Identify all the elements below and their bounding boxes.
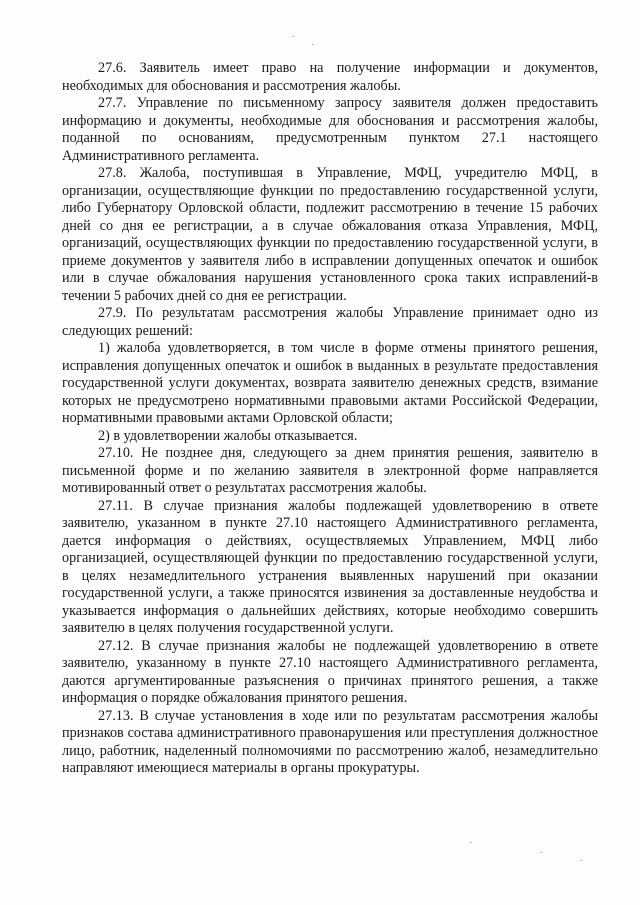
document-body xyxy=(62,60,598,778)
paragraph-27-8: 27.8. Жалоба, поступившая в Управление, МФЦ, учредителю МФЦ, в организации, осуществляющие функции по предоставлению государственной услуги, либо Губернатору Орловской области, подлежит рассмотрению в течение 15 рабочих дней со дня ее регистрации, а в случае обжалования отказа Управления, МФЦ, организаций, осуществляющих функции по предоставлению государственной услуги, в приеме документов у заявителя либо в исправлении допущенных опечаток и ошибок или в случае обжалования нарушения установленного срока таких исправлений-в течении 5 рабочих дней со дня ее регистрации. xyxy=(62,165,598,304)
scan-speck xyxy=(470,842,472,843)
paragraph-27-7: 27.7. Управление по письменному запросу заявителя должен предоставить информацию и документы, необходимые для обоснования и рассмотрения жалобы, поданной по основаниям, предусмотренным пунктом 27.1 настоящего Административного регламента. xyxy=(62,95,598,164)
paragraph-27-9: 27.9. По результатам рассмотрения жалобы Управление принимает одно из следующих решений: xyxy=(62,305,598,339)
paragraph-27-13: 27.13. В случае установления в ходе или по результатам рассмотрения жалобы признаков состава административного правонарушения или преступления должностное лицо, работник, наделенный полномочиями по рассмотрению жалоб, незамедлительно направляют имеющиеся материалы в органы прокуратуры. xyxy=(62,707,598,776)
paragraph-27-6: 27.6. Заявитель имеет право на получение информации и документов, необходимых для обоснования и рассмотрения жалобы. xyxy=(62,60,598,94)
scan-speck xyxy=(312,44,314,45)
scan-speck xyxy=(540,852,542,853)
list-item-2: 2) в удовлетворении жалобы отказывается. xyxy=(98,427,358,444)
paragraph-27-12: 27.12. В случае признания жалобы не подлежащей удовлетворению в ответе заявителю, указанному в пункте 27.10 настоящего Административного регламента, даются аргументированные разъяснения о причинах принятого решения, а также информация о порядке обжалования принятого решения. xyxy=(62,637,598,706)
list-item-1: 1) жалоба удовлетворяется, в том числе в форме отмены принятого решения, исправления допущенных опечаток и ошибок в выданных в результате предоставления государственной услуги документах, возврата заявителю денежных средств, взимание которых не предусмотрено нормативными правовыми актами Российской Федерации, нормативными правовыми актами Орловской области; xyxy=(62,340,598,426)
paragraph-27-10: 27.10. Не позднее дня, следующего за днем принятия решения, заявителю в письменной форме и по желанию заявителя в электронной форме направляется мотивированный ответ о результатах рассмотрения жалобы. xyxy=(62,445,598,496)
paragraph-27-11: 27.11. В случае признания жалобы подлежащей удовлетворению в ответе заявителю, указанном в пункте 27.10 настоящего Административного регламента, дается информация о действиях, осуществляемых Управлением, МФЦ либо организацией, осуществляющей функции по предоставлению государственной услуги, в целях незамедлительного устранения выявленных нарушений при оказании государственной услуги, а также приносятся извинения за доставленные неудобства и указывается информация о дальнейших действиях, которые необходимо совершить заявителю в целях получения государственной услуги. xyxy=(62,497,598,636)
scan-speck xyxy=(292,36,294,37)
scan-speck xyxy=(580,860,582,861)
